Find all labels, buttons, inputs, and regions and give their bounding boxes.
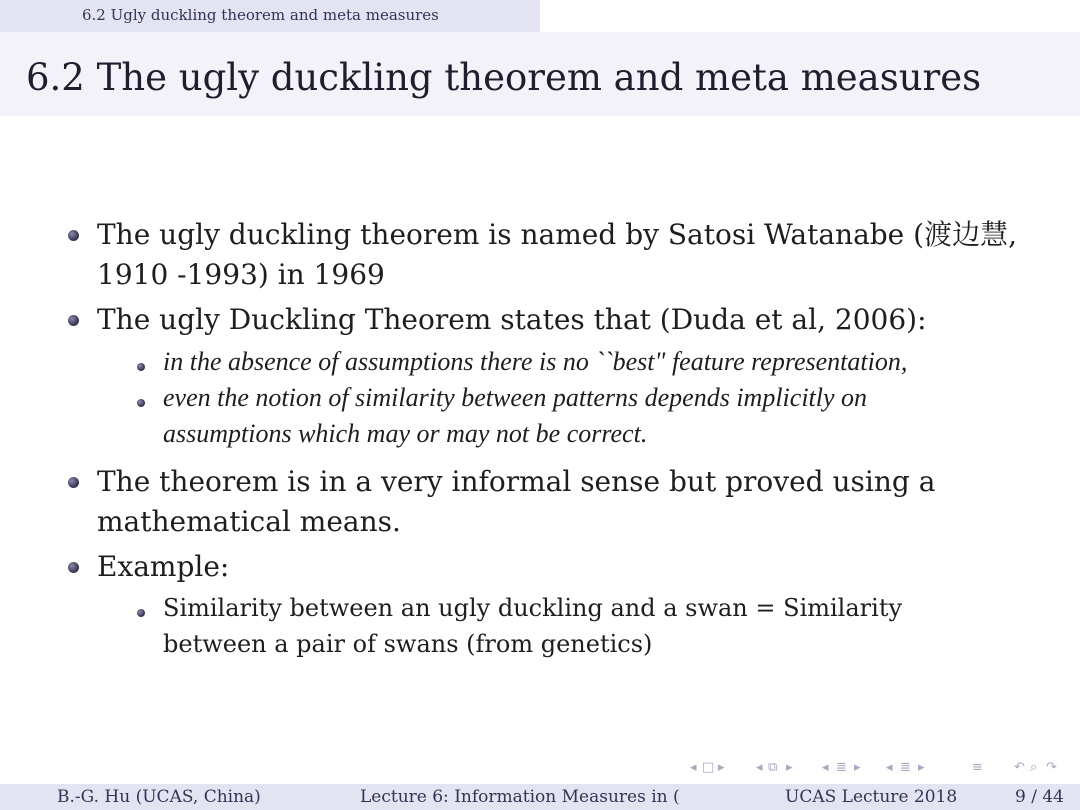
nav-subsection-icon[interactable]: ⧉: [768, 760, 778, 775]
bullet-2-sub-1: in the absence of assumptions there is no ``best" feature representation,: [163, 347, 908, 376]
footer-author: B.-G. Hu (UCAS, China): [57, 787, 261, 807]
bullet-3-line-1: The theorem is in a very informal sense but proved using a: [97, 465, 936, 498]
bullet-3-line-2: mathematical means.: [97, 505, 401, 538]
nav-section-next-icon[interactable]: ▸: [854, 760, 861, 775]
nav-frame-prev-icon[interactable]: ◂: [690, 760, 697, 775]
sub-bullet-marker: [137, 363, 145, 371]
bullet-4-sub-1-line-2: between a pair of swans (from genetics): [163, 630, 653, 658]
footer-page-number: 9 / 44: [1015, 787, 1064, 807]
frame-title-bar: [0, 32, 1080, 116]
slide-content: [0, 116, 1080, 756]
bullet-2-sub-2-line-2: assumptions which may or may not be correct.: [163, 419, 648, 448]
nav-appendix-icon[interactable]: ≣: [900, 760, 911, 775]
nav-subsection-prev-icon[interactable]: ◂: [756, 760, 763, 775]
nav-section-icon[interactable]: ≣: [836, 760, 847, 775]
section-nav-link[interactable]: 6.2 Ugly duckling theorem and meta measures: [0, 0, 540, 32]
headline-bar: [0, 0, 1080, 32]
bullet-1-line-1: The ugly duckling theorem is named by Satosi Watanabe (渡边慧,: [97, 218, 1017, 251]
bullet-marker: [68, 477, 79, 488]
footer-lecture-title: Lecture 6: Information Measures in (: [360, 787, 680, 807]
footer-venue: UCAS Lecture 2018: [785, 787, 958, 807]
nav-search-icon[interactable]: ⌕: [1030, 760, 1038, 775]
frame-title: 6.2 The ugly duckling theorem and meta measures: [26, 56, 982, 99]
bullet-marker: [68, 315, 79, 326]
nav-subsection-next-icon[interactable]: ▸: [786, 760, 793, 775]
nav-appendix-prev-icon[interactable]: ◂: [886, 760, 893, 775]
nav-section-prev-icon[interactable]: ◂: [822, 760, 829, 775]
bullet-1-line-2: 1910 -1993) in 1969: [97, 258, 385, 291]
nav-frame-next-icon[interactable]: ▸: [718, 760, 725, 775]
nav-forward-icon[interactable]: ↷: [1046, 760, 1057, 775]
nav-align-icon[interactable]: ≡: [972, 760, 983, 775]
bullet-marker: [68, 562, 79, 573]
bullet-2-sub-2-line-1: even the notion of similarity between patterns depends implicitly on: [163, 383, 868, 412]
bullet-2-line-1: The ugly Duckling Theorem states that (Duda et al, 2006):: [97, 303, 927, 336]
nav-back-icon[interactable]: ↶: [1014, 760, 1025, 775]
sub-bullet-marker: [137, 609, 145, 617]
bullet-marker: [68, 230, 79, 241]
bullet-4-sub-1-line-1: Similarity between an ugly duckling and a swan = Similarity: [163, 594, 903, 622]
bullet-4-line-1: Example:: [97, 550, 230, 583]
nav-appendix-next-icon[interactable]: ▸: [918, 760, 925, 775]
beamer-navigation: [690, 758, 1070, 778]
footline: [0, 784, 1080, 810]
sub-bullet-marker: [137, 399, 145, 407]
nav-frame-icon[interactable]: □: [702, 760, 715, 775]
